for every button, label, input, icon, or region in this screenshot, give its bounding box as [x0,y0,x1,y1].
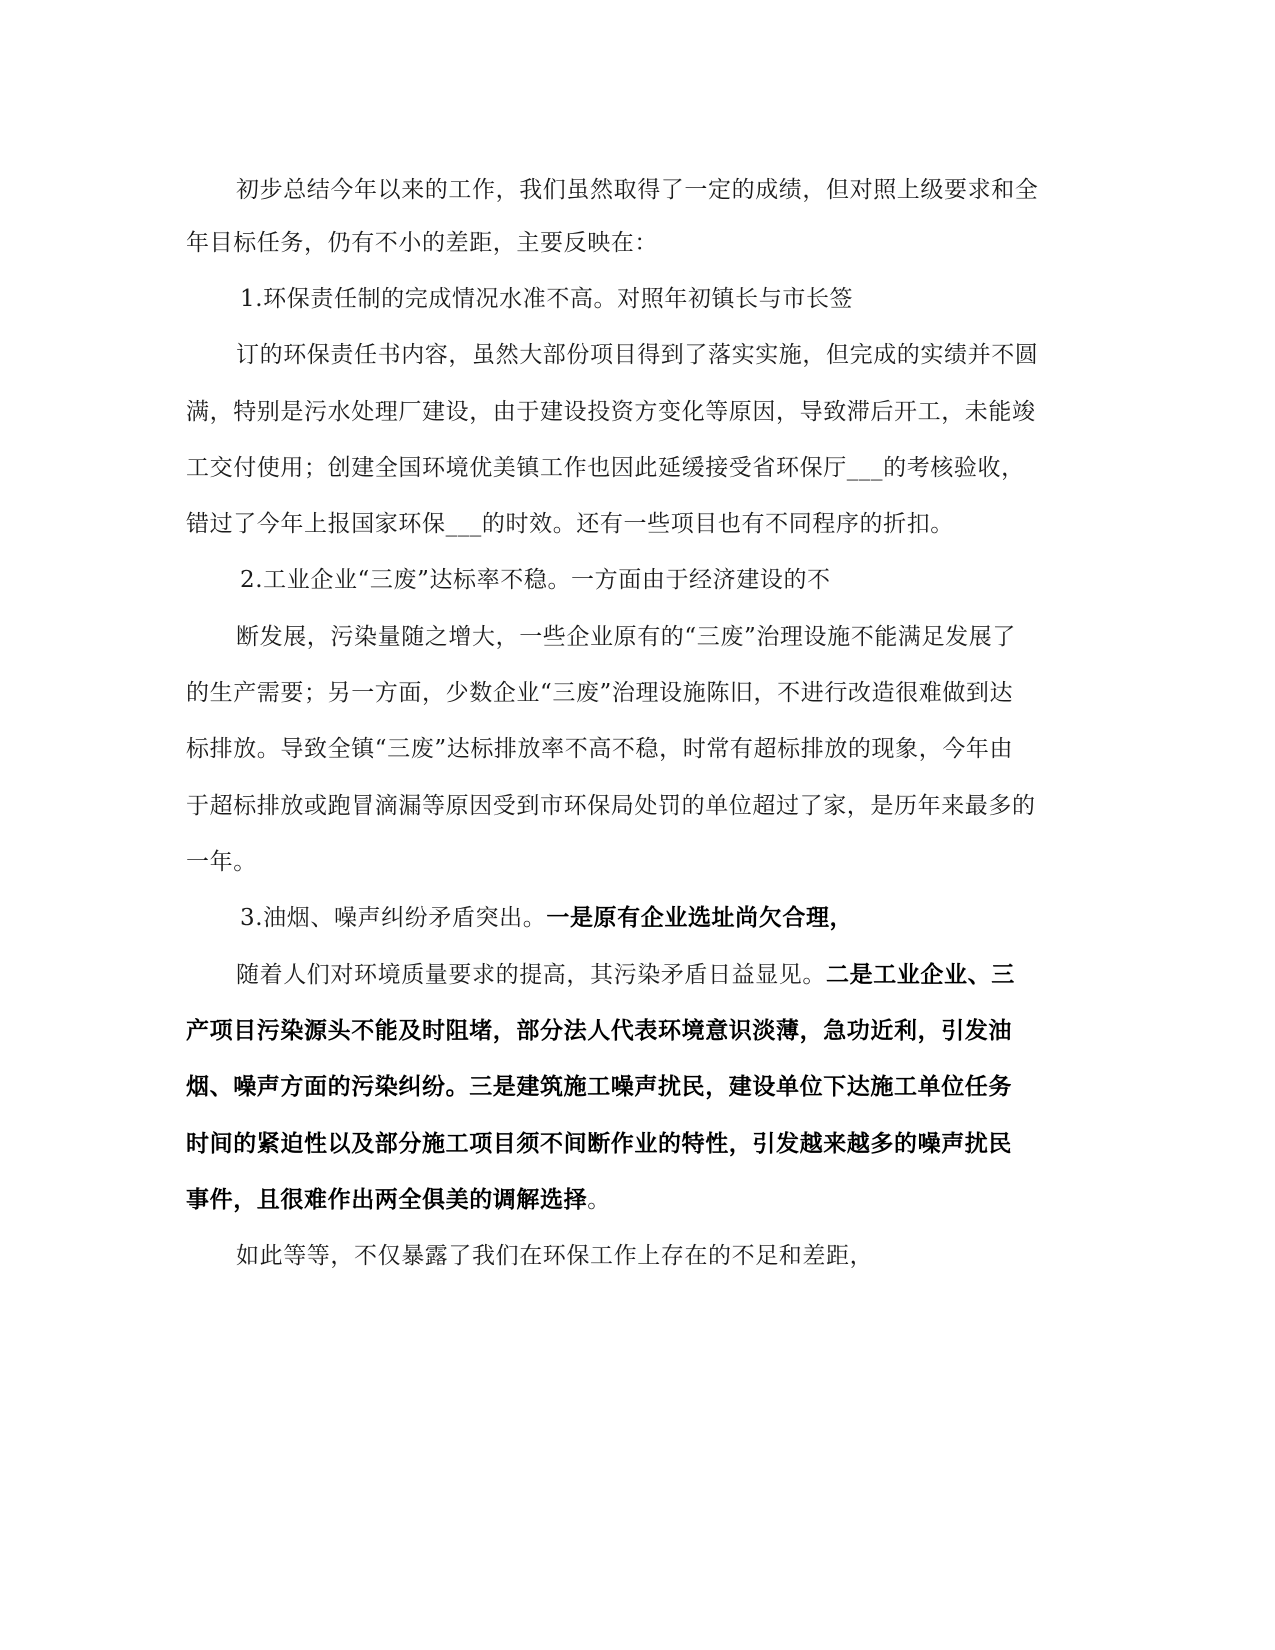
paragraph-line: 年目标任务，仍有不小的差距，主要反映在： [186,230,658,256]
bold-paragraph-line: 时间的紧迫性以及部分施工项目须不间断作业的特性，引发越来越多的噪声扰民 [186,1131,1012,1157]
paragraph-line: 的生产需要；另一方面，少数企业“三废”治理设施陈旧，不进行改造很难做到达 [186,680,1014,706]
paragraph-line [186,1185,1086,1215]
list-item-3 [240,903,1140,933]
paragraph-line: 如此等等，不仅暴露了我们在环保工作上存在的不足和差距， [236,1243,874,1269]
normal-text: 。 [587,1187,611,1213]
paragraph-line: 一年。 [186,849,257,875]
paragraph-line: 订的环保责任书内容，虽然大部份项目得到了落实实施，但完成的实绩并不圆 [236,342,1039,368]
paragraph-line: 工交付使用；创建全国环境优美镇工作也因此延缓接受省环保厅___的考核验收， [186,455,1025,481]
paragraph-line: 断发展，污染量随之增大，一些企业原有的“三废”治理设施不能满足发展了 [236,624,1016,650]
paragraph-line: 于超标排放或跑冒滴漏等原因受到市环保局处罚的单位超过了家，是历年来最多的 [186,793,1036,819]
list-item-3-text: 3.油烟、噪声纠纷矛盾突出。 [240,905,547,931]
bold-text: 事件，且很难作出两全俱美的调解选择 [186,1187,588,1213]
paragraph-line [236,960,1136,990]
bold-text: 一是原有企业选址尚欠合理， [546,905,854,931]
list-item-2: 2.工业企业“三废”达标率不稳。一方面由于经济建设的不 [240,567,831,593]
list-item-1: 1.环保责任制的完成情况水准不高。对照年初镇长与市长签 [240,286,854,312]
bold-paragraph-line: 烟、噪声方面的污染纠纷。三是建筑施工噪声扰民，建设单位下达施工单位任务 [186,1074,1012,1100]
paragraph-line: 满，特别是污水处理厂建设，由于建设投资方变化等原因，导致滞后开工，未能竣 [186,399,1036,425]
bold-text: 二是工业企业、三 [826,962,1015,988]
paragraph-line: 错过了今年上报国家环保___的时效。还有一些项目也有不同程序的折扣。 [186,511,954,537]
paragraph-line: 标排放。导致全镇“三废”达标排放率不高不稳，时常有超标排放的现象，今年由 [186,736,1014,762]
bold-paragraph-line: 产项目污染源头不能及时阻堵，部分法人代表环境意识淡薄，急功近利，引发油 [186,1018,1012,1044]
paragraph-line: 初步总结今年以来的工作，我们虽然取得了一定的成绩，但对照上级要求和全 [236,177,1039,203]
normal-text: 随着人们对环境质量要求的提高，其污染矛盾日益显见。 [236,962,826,988]
